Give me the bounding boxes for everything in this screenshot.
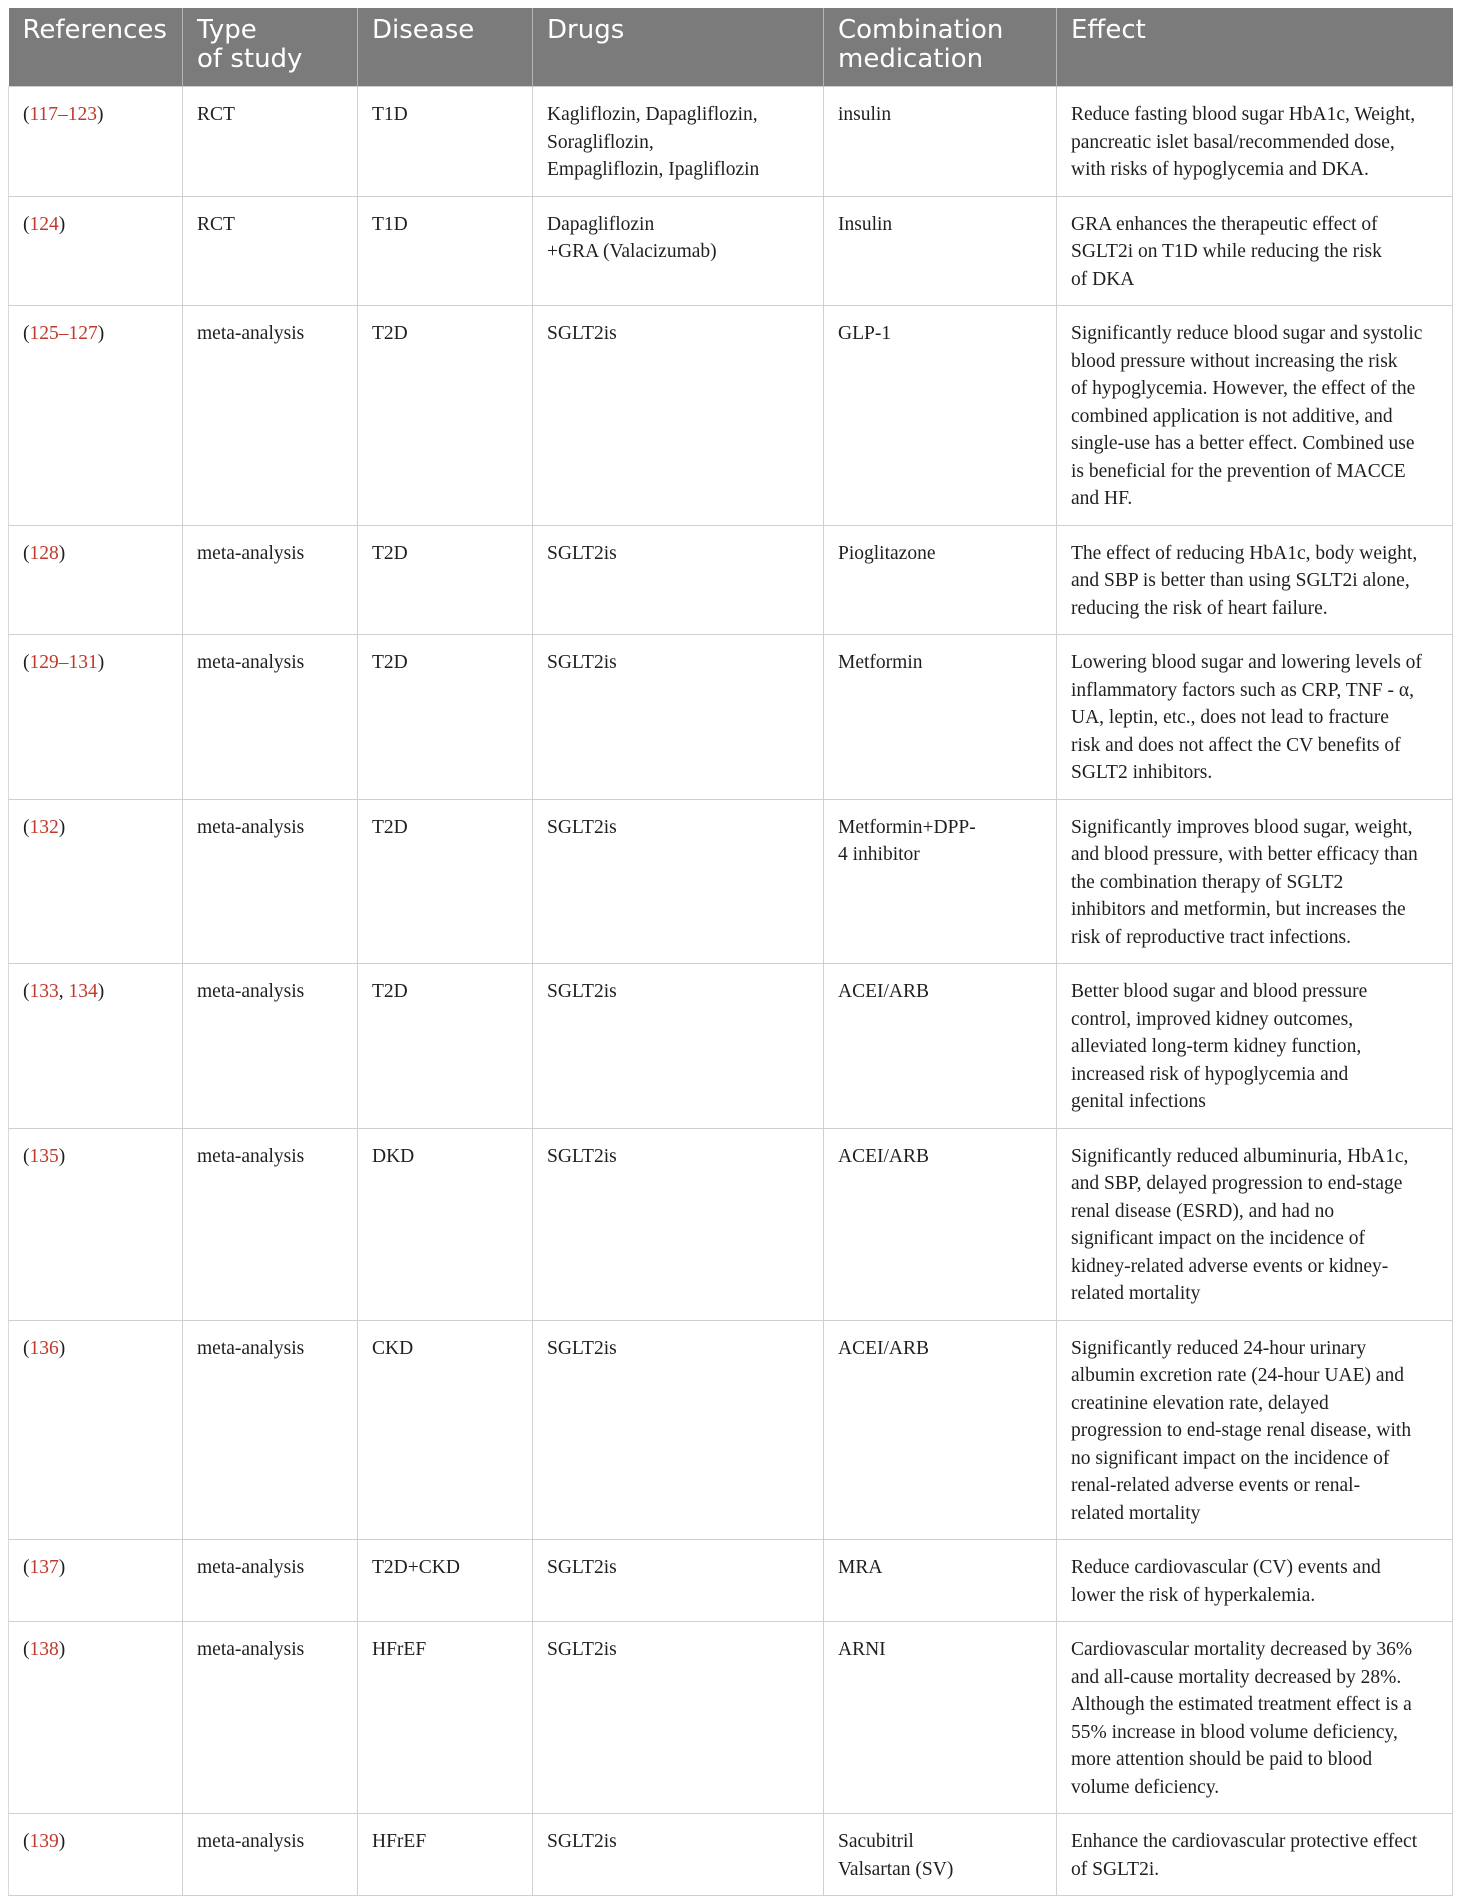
reference-link[interactable] <box>30 981 98 1002</box>
effect-cell: The effect of reducing HbA1c, body weight, and SBP is better than using SGLT2i alone, reducing the risk of heart failure. <box>1057 525 1453 635</box>
header-references: References <box>9 8 183 87</box>
reference-link[interactable]: 136 <box>29 1337 59 1359</box>
table-header <box>9 8 1453 87</box>
header-row <box>9 8 1453 87</box>
reference-link[interactable]: 137 <box>29 1557 59 1578</box>
drugs-cell: SGLT2is <box>533 635 824 800</box>
drugs-cell: Kagliflozin, Dapagliflozin, Soragliflozin, Empagliflozin, Ipagliflozin <box>533 87 824 197</box>
drugs-cell: Dapagliflozin +GRA (Valacizumab) <box>533 196 824 306</box>
reference-open-paren: ( <box>23 652 30 673</box>
disease-cell: T1D <box>358 196 533 306</box>
reference-link[interactable]: 129–131 <box>29 652 98 673</box>
reference-open-paren: ( <box>23 1557 30 1578</box>
reference-cell <box>9 1540 183 1622</box>
reference-cell <box>9 87 183 197</box>
type-of-study-cell: RCT <box>183 196 358 306</box>
drugs-cell: SGLT2is <box>533 799 824 964</box>
reference-close-paren: ) <box>97 104 104 125</box>
header-combination-medication: Combination medication <box>824 8 1057 87</box>
combination-medication-cell: Pioglitazone <box>824 525 1057 635</box>
header-drugs: Drugs <box>533 8 824 87</box>
combination-medication-cell: GLP-1 <box>824 306 1057 526</box>
type-of-study-cell: meta-analysis <box>183 1622 358 1814</box>
reference-cell <box>9 1622 183 1814</box>
reference-open-paren: ( <box>23 323 30 344</box>
drugs-cell: SGLT2is <box>533 964 824 1129</box>
table-row <box>9 87 1453 197</box>
type-of-study-cell: meta-analysis <box>183 525 358 635</box>
table-row <box>9 635 1453 800</box>
reference-cell <box>9 1814 183 1896</box>
reference-close-paren: ) <box>58 1639 66 1660</box>
reference-link[interactable]: 138 <box>29 1639 59 1660</box>
table-row <box>9 1540 1453 1622</box>
drugs-cell: SGLT2is <box>533 1540 824 1622</box>
table-row <box>9 525 1453 635</box>
reference-open-paren: ( <box>23 1639 30 1660</box>
reference-cell <box>9 635 183 800</box>
reference-cell <box>9 964 183 1129</box>
reference-link-part[interactable]: 134 <box>68 981 98 1002</box>
effect-cell: Better blood sugar and blood pressure control, improved kidney outcomes, alleviated long-term kidney function, increased risk of hypoglycemia and genital infections <box>1057 964 1453 1129</box>
disease-cell: HFrEF <box>358 1814 533 1896</box>
reference-open-paren: ( <box>23 104 30 125</box>
type-of-study-cell: meta-analysis <box>183 1320 358 1540</box>
reference-close-paren: ) <box>58 816 66 838</box>
effect-cell: GRA enhances the therapeutic effect of SGLT2i on T1D while reducing the risk of DKA <box>1057 196 1453 306</box>
drugs-cell: SGLT2is <box>533 1622 824 1814</box>
reference-cell <box>9 1128 183 1320</box>
combination-medication-cell: insulin <box>824 87 1057 197</box>
table-row <box>9 799 1453 964</box>
type-of-study-cell: meta-analysis <box>183 306 358 526</box>
drugs-cell: SGLT2is <box>533 1320 824 1540</box>
type-of-study-cell: meta-analysis <box>183 635 358 800</box>
reference-link-part[interactable]: 133 <box>29 981 59 1002</box>
drugs-cell: SGLT2is <box>533 1814 824 1896</box>
disease-cell: T2D <box>358 799 533 964</box>
reference-link[interactable]: 117–123 <box>29 104 98 125</box>
table-row <box>9 1128 1453 1320</box>
reference-cell <box>9 525 183 635</box>
combination-therapy-table <box>8 8 1453 1896</box>
effect-cell: Significantly reduce blood sugar and systolic blood pressure without increasing the risk of hypoglycemia. However, the effect of the combined application is not additive, and single-use has a better effect. Combined use is beneficial for the prevention of MACCE and HF. <box>1057 306 1453 526</box>
reference-close-paren: ) <box>58 1831 66 1852</box>
reference-close-paren: ) <box>58 1337 66 1359</box>
table-row <box>9 306 1453 526</box>
combination-medication-cell: ACEI/ARB <box>824 1128 1057 1320</box>
combination-medication-cell: Sacubitril Valsartan (SV) <box>824 1814 1057 1896</box>
combination-medication-cell: ACEI/ARB <box>824 964 1057 1129</box>
combination-medication-cell: Insulin <box>824 196 1057 306</box>
reference-open-paren: ( <box>23 213 30 235</box>
effect-cell: Significantly reduced albuminuria, HbA1c, and SBP, delayed progression to end-stage renal disease (ESRD), and had no significant impact on the incidence of kidney-related adverse events or kidney- related mortality <box>1057 1128 1453 1320</box>
reference-close-paren: ) <box>97 652 105 673</box>
disease-cell: DKD <box>358 1128 533 1320</box>
reference-link[interactable]: 125–127 <box>29 323 98 344</box>
reference-close-paren: ) <box>58 213 66 235</box>
combination-medication-cell: MRA <box>824 1540 1057 1622</box>
disease-cell: CKD <box>358 1320 533 1540</box>
type-of-study-cell: meta-analysis <box>183 1540 358 1622</box>
table-row <box>9 1320 1453 1540</box>
type-of-study-cell: meta-analysis <box>183 1814 358 1896</box>
header-disease: Disease <box>358 8 533 87</box>
drugs-cell: SGLT2is <box>533 1128 824 1320</box>
effect-cell: Significantly improves blood sugar, weight, and blood pressure, with better efficacy than the combination therapy of SGLT2 inhibitors and metformin, but increases the risk of reproductive tract infections. <box>1057 799 1453 964</box>
reference-cell <box>9 1320 183 1540</box>
drugs-cell: SGLT2is <box>533 525 824 635</box>
table-row <box>9 1622 1453 1814</box>
type-of-study-cell: RCT <box>183 87 358 197</box>
reference-link[interactable]: 128 <box>29 542 59 564</box>
reference-open-paren: ( <box>23 1145 30 1167</box>
effect-cell: Significantly reduced 24-hour urinary albumin excretion rate (24-hour UAE) and creatinine elevation rate, delayed progression to end-stage renal disease, with no significant impact on the incidence of renal-related adverse events or renal- related mortality <box>1057 1320 1453 1540</box>
disease-cell: T2D <box>358 964 533 1129</box>
combination-medication-cell: ACEI/ARB <box>824 1320 1057 1540</box>
effect-cell: Reduce cardiovascular (CV) events and lower the risk of hyperkalemia. <box>1057 1540 1453 1622</box>
table-row <box>9 1814 1453 1896</box>
reference-link[interactable]: 132 <box>29 816 59 838</box>
reference-close-paren: ) <box>97 981 105 1002</box>
reference-open-paren: ( <box>23 981 30 1002</box>
disease-cell: T1D <box>358 87 533 197</box>
reference-close-paren: ) <box>58 1145 66 1167</box>
reference-close-paren: ) <box>58 542 66 564</box>
disease-cell: T2D <box>358 306 533 526</box>
reference-open-paren: ( <box>23 1337 30 1359</box>
effect-cell: Cardiovascular mortality decreased by 36% and all-cause mortality decreased by 28%. Although the estimated treatment effect is a 55% increase in blood volume deficiency, more attention should be paid to blood volume deficiency. <box>1057 1622 1453 1814</box>
disease-cell: T2D+CKD <box>358 1540 533 1622</box>
reference-link[interactable]: 135 <box>29 1145 59 1167</box>
disease-cell: T2D <box>358 635 533 800</box>
type-of-study-cell: meta-analysis <box>183 1128 358 1320</box>
combination-medication-cell: Metformin+DPP- 4 inhibitor <box>824 799 1057 964</box>
reference-close-paren: ) <box>97 323 105 344</box>
drugs-cell: SGLT2is <box>533 306 824 526</box>
reference-open-paren: ( <box>23 1831 30 1852</box>
table-body <box>9 87 1453 1896</box>
data-table-container <box>8 8 1452 1896</box>
combination-medication-cell: ARNI <box>824 1622 1057 1814</box>
reference-separator: , <box>58 981 69 1002</box>
header-effect: Effect <box>1057 8 1453 87</box>
type-of-study-cell: meta-analysis <box>183 799 358 964</box>
header-type-of-study: Type of study <box>183 8 358 87</box>
reference-cell <box>9 306 183 526</box>
disease-cell: T2D <box>358 525 533 635</box>
effect-cell: Reduce fasting blood sugar HbA1c, Weight, pancreatic islet basal/recommended dose, with risks of hypoglycemia and DKA. <box>1057 87 1453 197</box>
table-row <box>9 196 1453 306</box>
combination-medication-cell: Metformin <box>824 635 1057 800</box>
effect-cell: Enhance the cardiovascular protective effect of SGLT2i. <box>1057 1814 1453 1896</box>
type-of-study-cell: meta-analysis <box>183 964 358 1129</box>
reference-cell <box>9 799 183 964</box>
reference-close-paren: ) <box>58 1557 66 1578</box>
reference-link[interactable]: 139 <box>29 1831 59 1852</box>
reference-open-paren: ( <box>23 542 30 564</box>
table-row <box>9 964 1453 1129</box>
reference-link[interactable]: 124 <box>29 213 59 235</box>
disease-cell: HFrEF <box>358 1622 533 1814</box>
effect-cell: Lowering blood sugar and lowering levels of inflammatory factors such as CRP, TNF - α, UA, leptin, etc., does not lead to fracture risk and does not affect the CV benefits of SGLT2 inhibitors. <box>1057 635 1453 800</box>
reference-cell <box>9 196 183 306</box>
reference-open-paren: ( <box>23 816 30 838</box>
